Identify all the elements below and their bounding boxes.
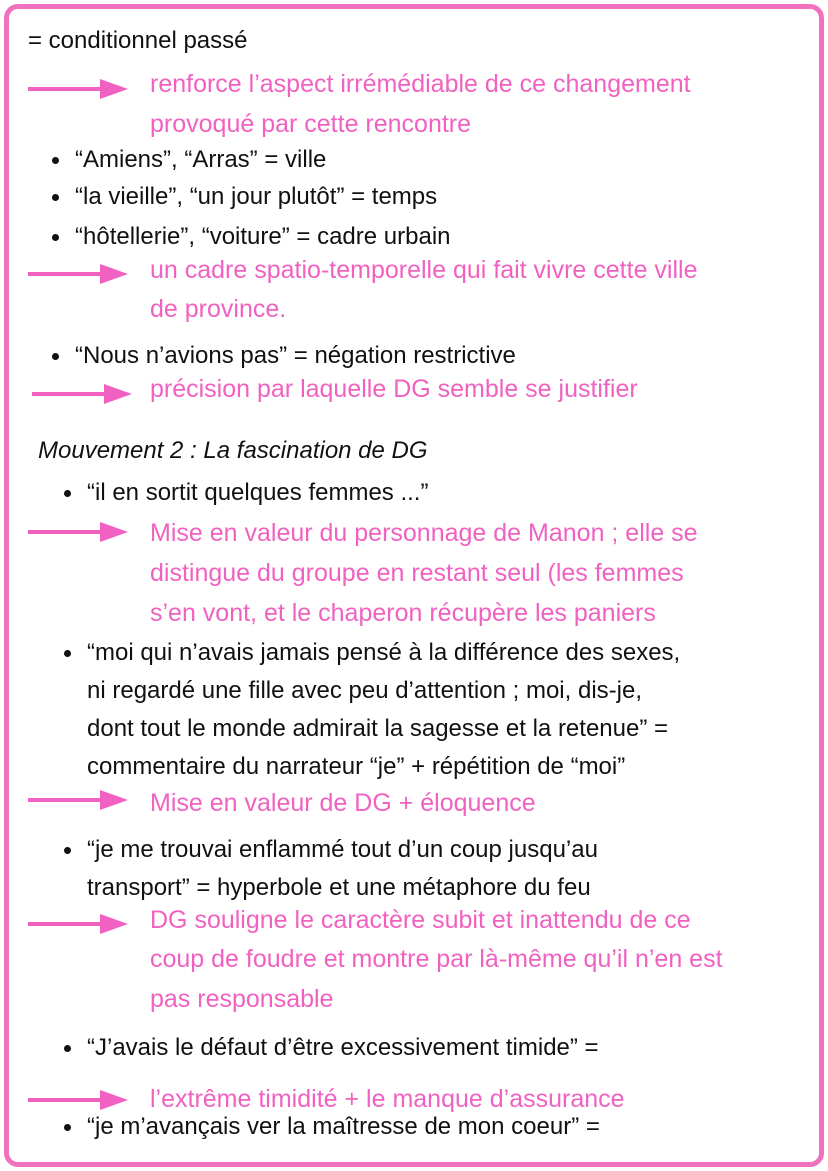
list-item: “Nous n’avions pas” = négation restrictive <box>75 342 516 369</box>
list-item: “la vieille”, “un jour plutôt” = temps <box>75 183 438 210</box>
bullet-icon <box>64 1045 71 1052</box>
bullet-icon <box>52 194 59 201</box>
list-item-continuation: dont tout le monde admirait la sagesse et la retenue” = <box>87 715 669 742</box>
arrow-right-icon <box>28 790 128 810</box>
bullet-icon <box>64 650 71 657</box>
annotation-line: provoqué par cette rencontre <box>150 110 472 138</box>
list-item: “hôtellerie”, “voiture” = cadre urbain <box>75 223 451 250</box>
list-item: “moi qui n’avais jamais pensé à la différence des sexes, <box>87 639 681 666</box>
arrow-right-icon <box>28 1090 128 1110</box>
bullet-icon <box>52 234 59 241</box>
arrow-right-icon <box>28 264 128 284</box>
arrow-right-icon <box>28 522 128 542</box>
annotation-line: renforce l’aspect irrémédiable de ce changement <box>150 70 691 98</box>
section-heading: Mouvement 2 : La fascination de DG <box>38 437 428 464</box>
list-item-continuation: transport” = hyperbole et une métaphore du feu <box>87 874 591 901</box>
bullet-icon <box>64 490 71 497</box>
list-item: “je me trouvai enflammé tout d’un coup jusqu’au <box>87 836 598 863</box>
text-line: = conditionnel passé <box>28 27 248 54</box>
list-item: “je m’avançais ver la maîtresse de mon coeur” = <box>87 1113 600 1140</box>
bullet-icon <box>52 353 59 360</box>
bullet-icon <box>52 157 59 164</box>
list-item: “il en sortit quelques femmes ...” <box>87 479 429 506</box>
annotation-line: Mise en valeur du personnage de Manon ; elle se <box>150 519 698 547</box>
annotation-line: un cadre spatio-temporelle qui fait vivre cette ville <box>150 256 698 284</box>
list-item-continuation: commentaire du narrateur “je” + répétition de “moi” <box>87 753 626 780</box>
annotation-line: coup de foudre et montre par là-même qu’il n’en est <box>150 945 723 973</box>
annotation-line: Mise en valeur de DG + éloquence <box>150 789 536 817</box>
list-item-continuation: ni regardé une fille avec peu d’attention ; moi, dis-je, <box>87 677 642 704</box>
annotation-line: s’en vont, et le chaperon récupère les paniers <box>150 599 656 627</box>
bullet-icon <box>64 1124 71 1131</box>
list-item: “J’avais le défaut d’être excessivement timide” = <box>87 1034 599 1061</box>
arrow-right-icon <box>32 384 132 404</box>
arrow-right-icon <box>28 914 128 934</box>
bullet-icon <box>64 847 71 854</box>
annotation-line: pas responsable <box>150 985 334 1013</box>
arrow-right-icon <box>28 79 128 99</box>
list-item: “Amiens”, “Arras” = ville <box>75 146 327 173</box>
annotation-line: DG souligne le caractère subit et inattendu de ce <box>150 906 691 934</box>
annotation-line: distingue du groupe en restant seul (les femmes <box>150 559 684 587</box>
annotation-line: précision par laquelle DG semble se justifier <box>150 375 638 403</box>
annotation-line: de province. <box>150 295 287 323</box>
annotation-line: l’extrême timidité + le manque d’assurance <box>150 1085 625 1113</box>
